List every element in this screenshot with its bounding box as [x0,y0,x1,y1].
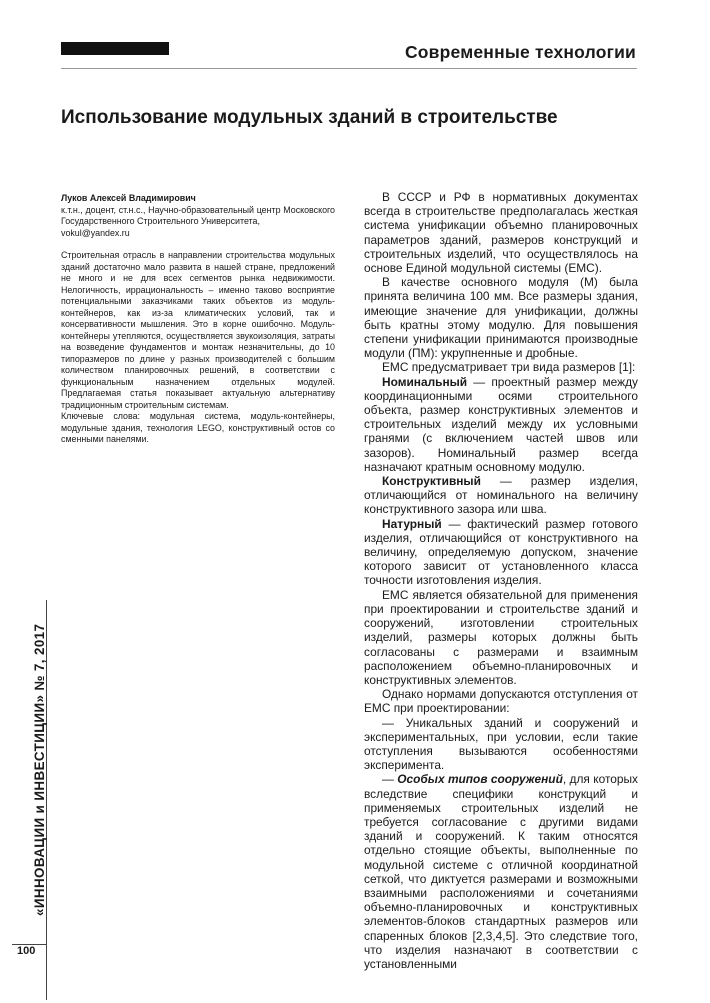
body-paragraph [364,517,638,588]
body-paragraph [364,375,638,474]
author-name: Луков Алексей Владимирович [61,193,196,203]
term-special-structures: Особых типов сооружений [397,772,563,787]
abstract-text: Строительная отрасль в направлении строительства модульных зданий достаточно мало развита в нашей стране, предложений не много и не для всех сегментов рынка недвижимости. Нелогичность, иррациональность – именно таково восприятие потенциальными заказчиками таких объектов из модуль-контейнеров, как из-за климатических условий, так и консервативности мышления. Это в корне ошибочно. Модуль-контейнеры утепляются, осуществляется звукоизоляция, затраты на возведение фундаментов и монтаж незначительны, до 10 типоразмеров по длине у разных производителей с большим количеством планировочных решений, в соответствии с функциональным назначением отдельных модулей. Предлагаемая статья показывает актуальную альтернативу традиционным строительным системам. [61,250,335,410]
article-title: Использование модульных зданий в строительстве [61,107,558,128]
journal-name-vertical: «ИННОВАЦИИ и ИНВЕСТИЦИИ» № 7, 2017 [32,623,47,916]
term-constructive: Конструктивный [382,474,481,489]
term-definition: , для которых вследствие специфики конструкций и применяемых строительных изделий не требуется согласование с другими видами зданий и сооружений. К таким относятся отдельно стоящие объекты, выполненные по модульной системе с отличной координатной сеткой, что диктуется размерами и возможными взаимными расположениями и сочетаниями объемно-планировочных и конструктивных элементов-блоков стандартных размеров или спаренных блоков [2,3,4,5]. Это следствие того, что изделия назначают в соответствии с установленными [364,772,638,971]
author-affiliation: к.т.н., доцент, ст.н.с., Научно-образовательный центр Московского Государственного Строительного Университета, [61,204,335,226]
author-email: vokul@yandex.ru [61,227,130,238]
term-definition: — проектный размер между координационными осями строительного объекта, размер конструктивных элементов и строительных изделий между их условными гранями (с включением частей швов или зазоров). Номинальный размер всегда назначают кратным основному модулю. [364,374,638,474]
main-text-column [364,190,638,971]
body-paragraph [364,772,638,971]
body-paragraph: ЕМС предусматривает три вида размеров [1]: [382,360,636,375]
keywords: Ключевые слова: модульная система, модуль-контейнеры, модульные здания, технология LEGO, конструктивный остов со сменными панелями. [61,411,335,444]
dash-prefix: — [382,772,398,787]
term-definition: — размер изделия, отличающийся от номинального на величину конструктивного зазора или шва. [364,474,638,517]
page-number: 100 [17,945,36,957]
body-paragraph: Однако нормами допускаются отступления от ЕМС при проектировании: [364,687,638,716]
body-paragraph: ЕМС является обязательной для применения при проектировании и строительстве зданий и сооружений, изготовлении строительных изделий, размеры которых должны быть согласованы с размерами и взаимным расположением объемно-планировочных и конструктивных элементов. [364,587,638,687]
section-title: Современные технологии [404,42,636,62]
term-natural: Натурный [382,516,442,531]
body-paragraph: В качестве основного модуля (М) была принята величина 100 мм. Все размеры здания, имеющие значение для унификации, должны быть кратны этому модулю. Для повышения степени унификации принимаются производные модули (ПМ): укрупненные и дробные. [364,275,638,361]
header-rule [61,68,637,69]
body-paragraph: — Уникальных зданий и сооружений и экспериментальных, при условии, если такие отступления вызываются особенностями эксперимента. [364,715,638,773]
left-column [61,193,335,446]
term-nominal: Номинальный [382,374,468,389]
header-bar-decoration [61,42,169,55]
term-definition: — фактический размер готового изделия, отличающийся от конструктивного на величину, определяемую допуском, значение которого зависит от установленного класса точности изготовления изделия. [364,516,638,588]
body-paragraph: В СССР и РФ в нормативных документах всегда в строительстве предполагалась жесткая система унификации объемно планировочных параметров зданий, размеров конструкций и строительных изделий, что осуществлялось на основе Единой модульной системы (ЕМС). [364,190,638,276]
body-paragraph [364,474,638,517]
